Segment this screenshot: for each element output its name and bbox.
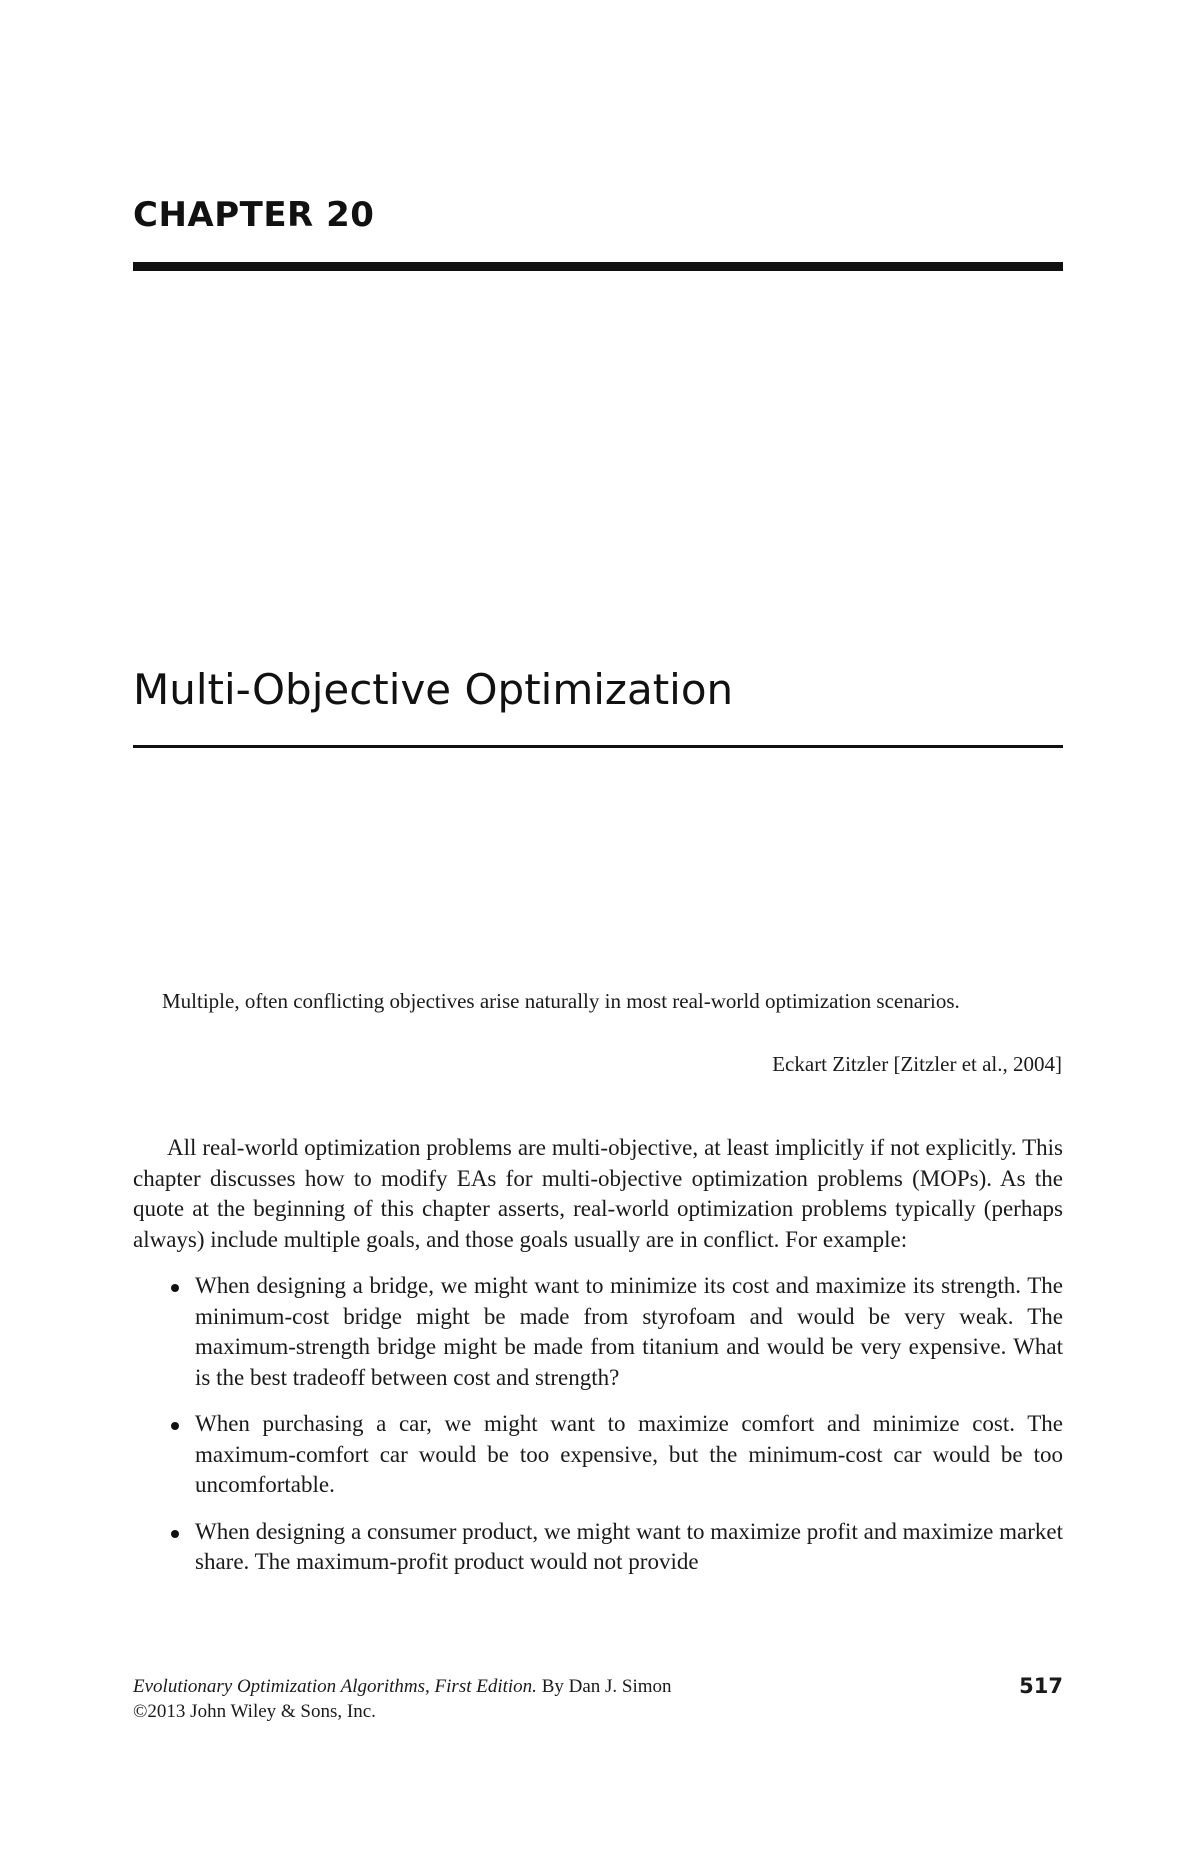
bullet-icon xyxy=(171,1422,179,1430)
body-text xyxy=(133,1133,1063,1594)
epigraph-quote: Multiple, often conflicting objectives arise naturally in most real-world optimization scenarios. xyxy=(162,989,960,1013)
list-item-text: When designing a bridge, we might want to minimize its cost and maximize its strength. The minimum-cost bridge might be made from styrofoam and would be very weak. The maximum-strength bridge might be made from titanium and would be very expensive. What is the best tradeoff between cost and strength? xyxy=(195,1273,1063,1390)
chapter-title: Multi-Objective Optimization xyxy=(133,665,734,714)
epigraph-attribution: Eckart Zitzler [Zitzler et al., 2004] xyxy=(772,1052,1062,1076)
chapter-title-rule xyxy=(133,745,1063,748)
example-list xyxy=(133,1271,1063,1578)
footer-copyright: ©2013 John Wiley & Sons, Inc. xyxy=(133,1701,376,1722)
list-item xyxy=(133,1409,1063,1501)
list-item-text: When designing a consumer product, we might want to maximize profit and maximize market share. The maximum-profit product would not provide xyxy=(195,1518,1063,1574)
bullet-icon xyxy=(171,1284,179,1292)
chapter-rule-thick xyxy=(133,262,1063,271)
footer-author: By Dan J. Simon xyxy=(541,1676,672,1697)
list-item xyxy=(133,1271,1063,1393)
bullet-icon xyxy=(171,1530,179,1538)
list-item-text: When purchasing a car, we might want to maximize comfort and minimize cost. The maximum-comfort car would be too expensive, but the minimum-cost car would be too uncomfortable. xyxy=(195,1411,1063,1497)
footer-book-title: Evolutionary Optimization Algorithms, First Edition. xyxy=(133,1676,537,1697)
list-item xyxy=(133,1517,1063,1578)
intro-paragraph: All real-world optimization problems are multi-objective, at least implicitly if not explicitly. This chapter discusses how to modify EAs for multi-objective optimization problems (MOPs). As the quote at the beginning of this chapter asserts, real-world optimization problems typically (perhaps always) include multiple goals, and those goals usually are in conflict. For example: xyxy=(133,1135,1063,1252)
footer-citation xyxy=(133,1674,672,1724)
page-number: 517 xyxy=(1019,1674,1063,1698)
chapter-label: CHAPTER 20 xyxy=(133,195,375,235)
